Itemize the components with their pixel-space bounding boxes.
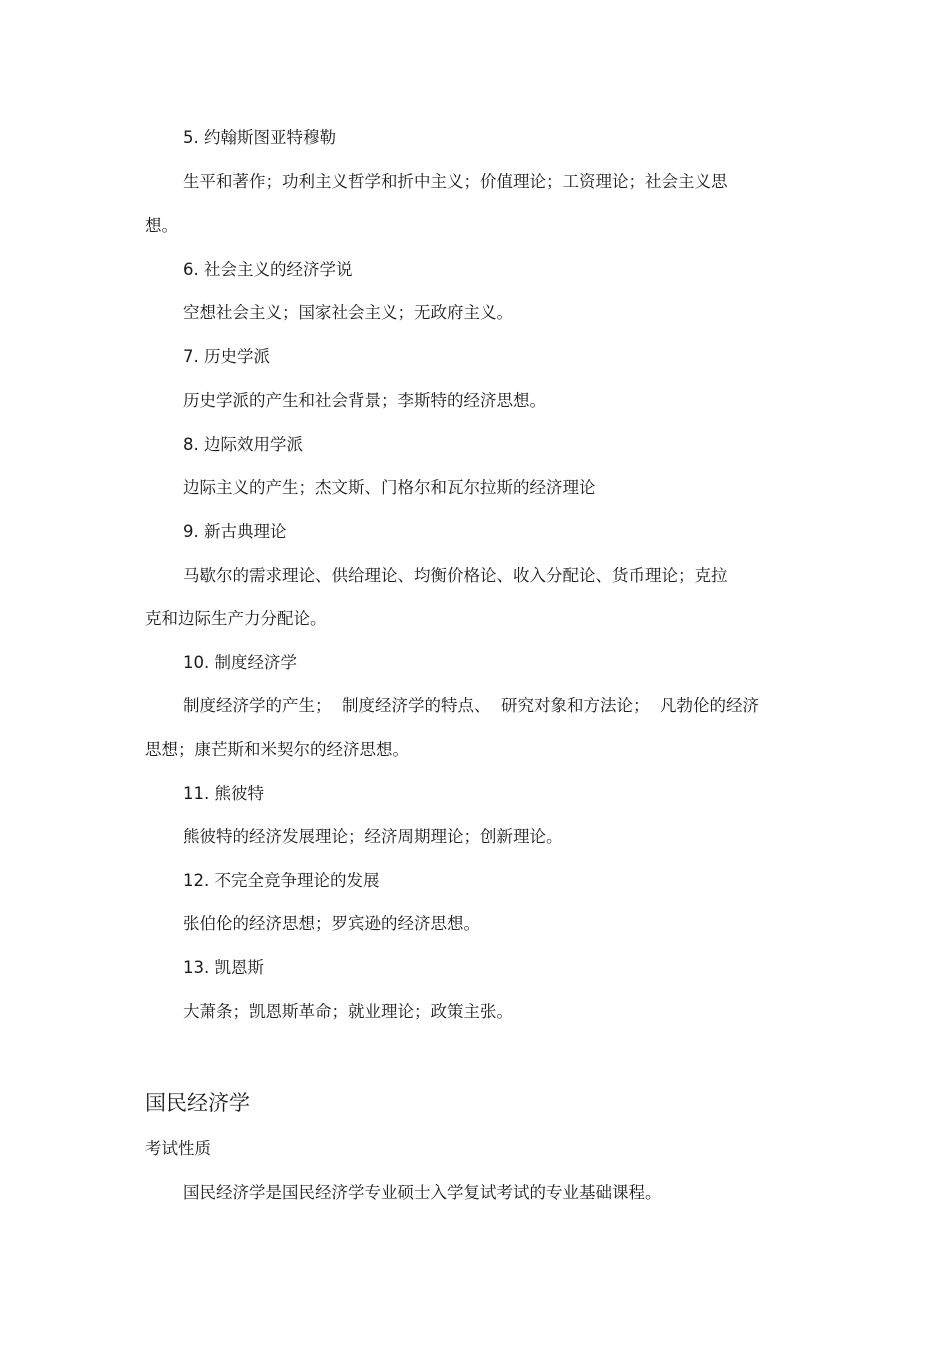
section-title: 国民经济学 [145, 1091, 250, 1115]
item-content-continued: 想。 [145, 216, 178, 235]
item-heading: 8. 边际效用学派 [183, 435, 303, 454]
item-content-continued: 思想；康芒斯和米契尔的经济思想。 [145, 740, 409, 759]
item-heading: 9. 新古典理论 [183, 522, 287, 541]
item-content: 熊彼特的经济发展理论；经济周期理论；创新理论。 [183, 827, 563, 846]
item-heading: 11. 熊彼特 [183, 784, 264, 803]
item-content: 制度经济学的产生； 制度经济学的特点、 研究对象和方法论； 凡勃伦的经济 [183, 696, 759, 715]
item-heading: 6. 社会主义的经济学说 [183, 260, 353, 279]
item-content: 马歇尔的需求理论、供给理论、均衡价格论、收入分配论、货币理论；克拉 [183, 566, 728, 585]
section-paragraph: 国民经济学是国民经济学专业硕士入学复试考试的专业基础课程。 [183, 1183, 662, 1202]
section-subtitle: 考试性质 [145, 1139, 211, 1158]
item-heading: 10. 制度经济学 [183, 653, 297, 672]
item-heading: 13. 凯恩斯 [183, 958, 264, 977]
item-content: 生平和著作；功利主义哲学和折中主义；价值理论；工资理论；社会主义思 [183, 172, 728, 191]
item-content: 边际主义的产生；杰文斯、门格尔和瓦尔拉斯的经济理论 [183, 478, 596, 497]
item-content: 张伯伦的经济思想；罗宾逊的经济思想。 [183, 914, 480, 933]
item-heading: 12. 不完全竞争理论的发展 [183, 871, 380, 890]
item-content: 空想社会主义；国家社会主义；无政府主义。 [183, 303, 513, 322]
item-heading: 7. 历史学派 [183, 347, 270, 366]
item-content: 大萧条；凯恩斯革命；就业理论；政策主张。 [183, 1002, 513, 1021]
item-content-continued: 克和边际生产力分配论。 [145, 609, 327, 628]
item-content: 历史学派的产生和社会背景；李斯特的经济思想。 [183, 391, 546, 410]
item-heading: 5. 约翰斯图亚特穆勒 [183, 128, 336, 147]
